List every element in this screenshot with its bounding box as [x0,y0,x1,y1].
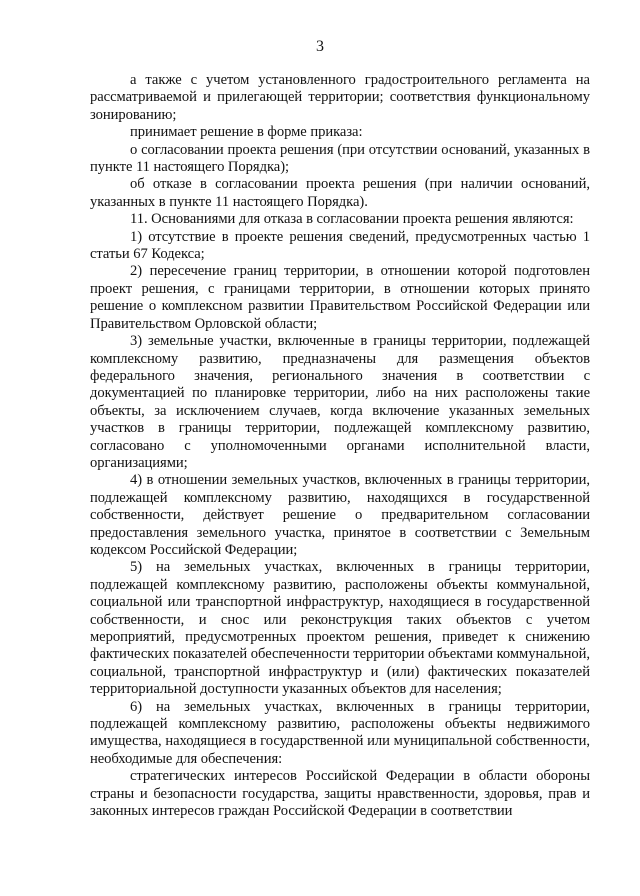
paragraph-refusal: об отказе в согласовании проекта решения (при наличии оснований, указанных в пункте 11 настоящего Порядка). [90,176,590,210]
page-number: 3 [316,38,324,55]
paragraph-strategic-interests: стратегических интересов Российской Федерации в области обороны страны и безопасности государства, защиты нравственности, здоровья, прав и законных интересов граждан Российской Федерации в соответствии [90,768,590,820]
paragraph-ground-2: 2) пересечение границ территории, в отношении которой подготовлен проект решения, с границами территории, в отношении которых принято решение о комплексном развитии Правительством Российской Федерации или Правительством Орловской области; [90,263,590,332]
paragraph-ground-1: 1) отсутствие в проекте решения сведений, предусмотренных частью 1 статьи 67 Кодекса; [90,228,590,263]
paragraph-item-11-heading: 11. Основаниями для отказа в согласовании проекта решения являются: [130,211,574,228]
paragraph-zoning-conditions: а также с учетом установленного градостроительного регламента на рассматриваемой и прилегающей территории; соответствия функциональному зонированию; [90,72,590,123]
paragraph-ground-3: 3) земельные участки, включенные в границы территории, подлежащей комплексному развитию, предназначены для размещения объектов федерального значения, регионального значения в соответствии с документацией по планировке территории, либо на них расположены такие объекты, за исключением случаев, когда включение указанных земельных участков в границы территории, подлежащей комплексному развитию, согласовано с уполномоченными органами исполнительной власти, организациями; [90,333,590,471]
paragraph-ground-6: 6) на земельных участках, включенных в границы территории, подлежащей комплексному развитию, расположены объекты недвижимого имущества, находящиеся в государственной или муниципальной собственности, необходимые для обеспечения: [90,698,590,767]
paragraph-decision-form: принимает решение в форме приказа: [130,124,363,141]
paragraph-ground-4: 4) в отношении земельных участков, включенных в границы территории, подлежащей комплексному развитию, находящихся в государственной собственности, действует решение о предварительном согласовании предоставления земельного участка, принятое в соответствии с Земельным кодексом Российской Федерации; [90,472,590,558]
paragraph-ground-5: 5) на земельных участках, включенных в границы территории, подлежащей комплексному развитию, расположены объекты коммунальной, социальной или транспортной инфраструктур, находящиеся в государственной собственности, и снос или реконструкция таких объектов с учетом мероприятий, предусмотренных проектом решения, приведет к снижению фактических показателей обеспеченности территории объектами коммунальной, социальной, транспортной инфраструктур и (или) фактических показателей территориальной доступности указанных объектов для населения; [90,559,590,698]
paragraph-approval: о согласовании проекта решения (при отсутствии оснований, указанных в пункте 11 настоящего Порядка); [90,141,590,176]
document-body [90,72,590,820]
